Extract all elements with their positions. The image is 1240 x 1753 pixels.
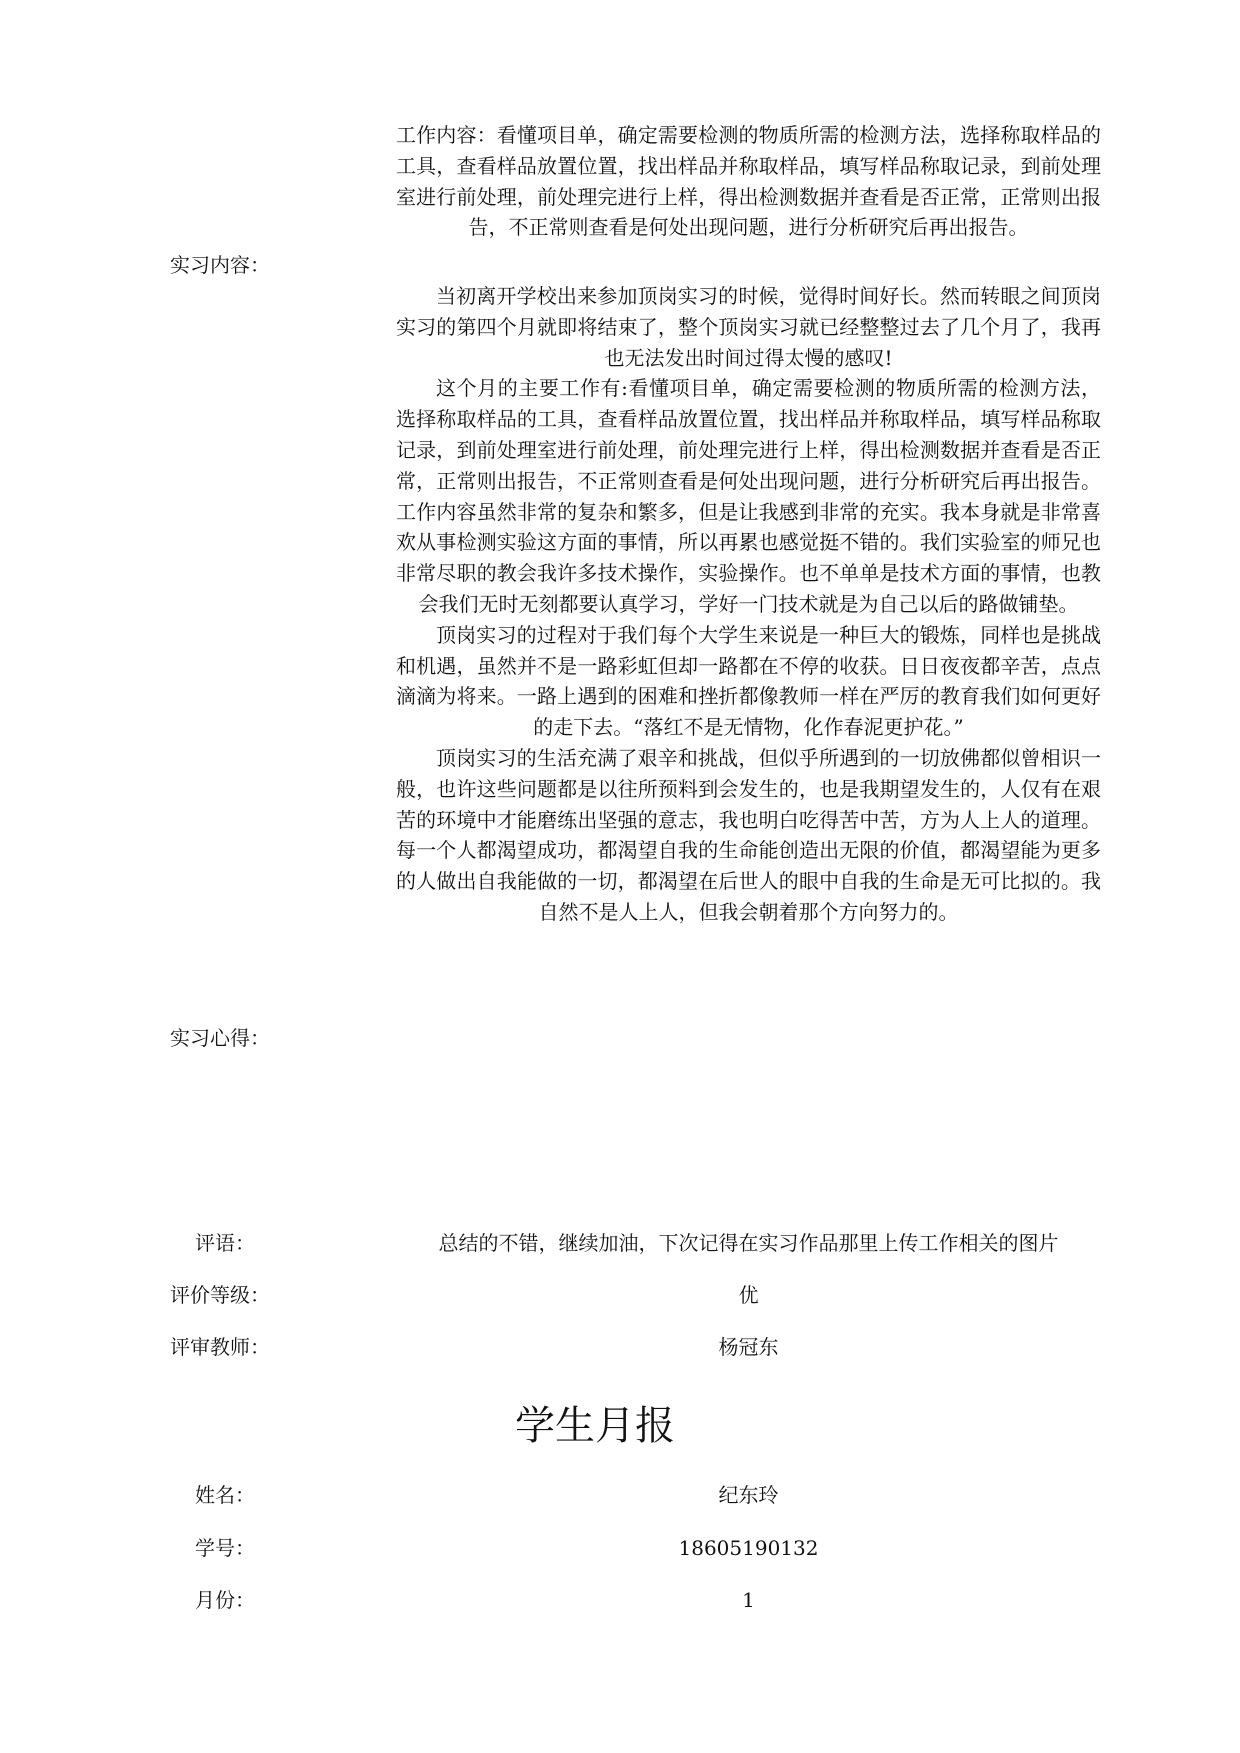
student-id-value: 18605190132 xyxy=(678,1536,819,1560)
report-title: 学生月报 xyxy=(515,1403,675,1449)
experience-paragraph: 这个月的主要工作有:看懂项目单，确定需要检测的物质所需的检测方法，选择称取样品的工具，查看样品放置位置，找出样品并称取样品，填写样品称取记录，到前处理室进行前处理，前处理完进行上样，得出检测数据并查看是否正常，正常则出报告，不正常则查看是何处出现问题，进行分析研究后再出报告。工作内容虽然非常的复杂和繁多，但是让我感到非常的充实。我本身就是非常喜欢从事检测实验这方面的事情，所以再累也感觉挺不错的。我们实验室的师兄也非常尽职的教会我许多技术操作，实验操作。也不单单是技术方面的事情，也教会我们无时无刻都要认真学习，学好一门技术就是为自己以后的路做铺垫。 xyxy=(396,376,1101,616)
teacher-label: 评审教师： xyxy=(170,1335,270,1359)
internship-content-text: 工作内容：看懂项目单，确定需要检测的物质所需的检测方法，选择称取样品的工具，查看样品放置位置，找出样品并称取样品，填写样品称取记录，到前处理室进行前处理，前处理完进行上样，得出检测数据并查看是否正常，正常则出报告，不正常则查看是何处出现问题，进行分析研究后再出报告。 xyxy=(396,123,1101,240)
experience-paragraph: 顶岗实习的过程对于我们每个大学生来说是一种巨大的锻炼，同样也是挑战和机遇，虽然并不是一路彩虹但却一路都在不停的收获。日日夜夜都辛苦，点点滴滴为将来。一路上遇到的困难和挫折都像教师一样在严厉的教育我们如何更好的走下去。“落红不是无情物，化作春泥更护花。” xyxy=(396,622,1101,740)
comment-label: 评语： xyxy=(195,1231,255,1255)
internship-experience-label: 实习心得： xyxy=(170,1026,270,1050)
month-value: 1 xyxy=(742,1588,755,1612)
month-label: 月份： xyxy=(195,1588,255,1612)
internship-experience-section xyxy=(396,281,1101,928)
experience-paragraph: 当初离开学校出来参加顶岗实习的时候，觉得时间好长。然而转眼之间顶岗实习的第四个月就即将结束了，整个顶岗实习就已经整整过去了几个月了，我再也无法发出时间过得太慢的感叹! xyxy=(396,284,1101,370)
student-id-label: 学号： xyxy=(195,1536,255,1560)
internship-content-label: 实习内容： xyxy=(170,253,270,277)
name-label: 姓名： xyxy=(195,1483,255,1507)
internship-content-section xyxy=(396,120,1101,243)
grade-label: 评价等级： xyxy=(170,1283,270,1307)
teacher-value: 杨冠东 xyxy=(718,1335,779,1359)
grade-value: 优 xyxy=(738,1283,759,1307)
comment-value: 总结的不错，继续加油，下次记得在实习作品那里上传工作相关的图片 xyxy=(438,1231,1059,1255)
experience-paragraph: 顶岗实习的生活充满了艰辛和挑战，但似乎所遇到的一切放佛都似曾相识一般，也许这些问题都是以往所预料到会发生的，也是我期望发生的，人仅有在艰苦的环境中才能磨练出坚强的意志，我也明白吃得苦中苦，方为人上人的道理。每一个人都渴望成功，都渴望自我的生命能创造出无限的价值，都渴望能为更多的人做出自我能做的一切，都渴望在后世人的眼中自我的生命是无可比拟的。我自然不是人上人，但我会朝着那个方向努力的。 xyxy=(396,745,1101,924)
name-value: 纪东玲 xyxy=(718,1483,779,1507)
